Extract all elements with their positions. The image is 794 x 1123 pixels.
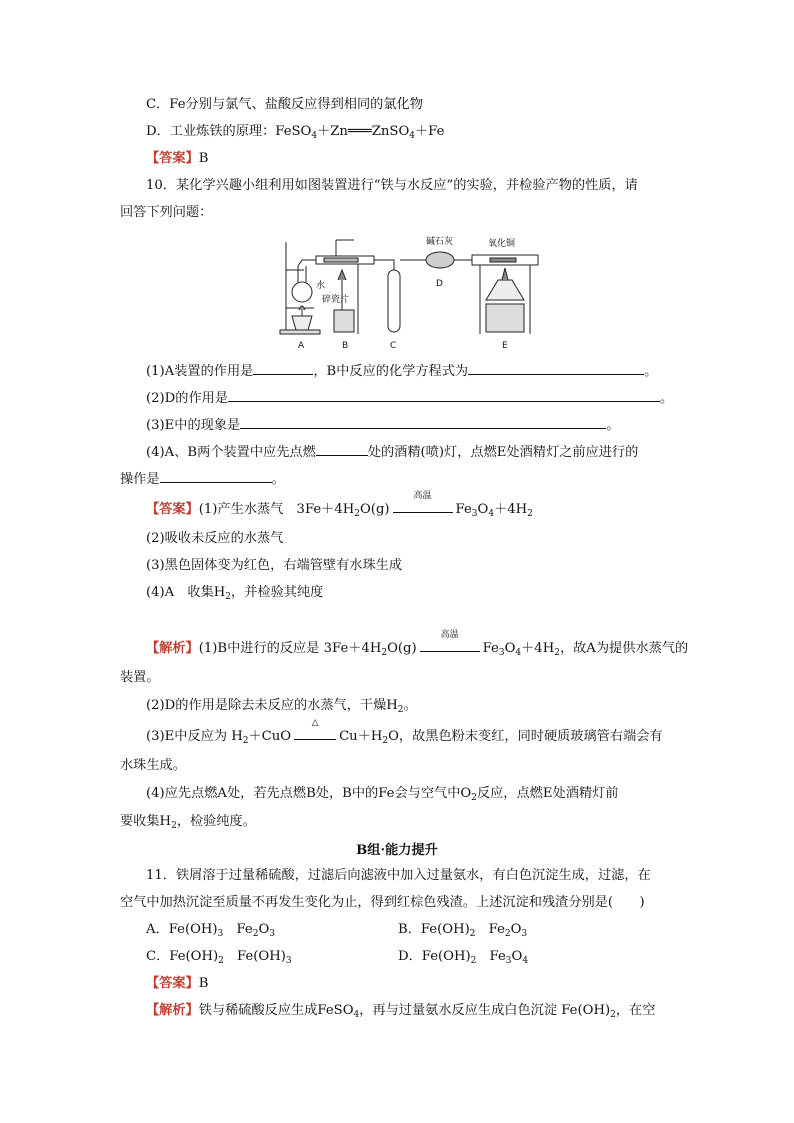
q11-stem-line2: 空气中加热沉淀至质量不再发生变化为止，得到红棕色残渣。上述沉淀和残渣分别是( ) bbox=[120, 895, 645, 910]
blank[interactable] bbox=[240, 414, 606, 429]
answer-tag: 【答案】 bbox=[146, 502, 199, 517]
q10-answer-1: 【答案】(1)产生水蒸气 $3Fe+4H_2O(g)$ 高温 $Fe_3O_4+4H_2$ bbox=[146, 491, 533, 519]
label-e: E bbox=[502, 341, 508, 351]
q10-sub4: (4)A、B两个装置中应先点燃 处的酒精(喷)灯，点燃E处酒精灯之前应进行的 bbox=[146, 441, 638, 463]
q9-answer: 【答案】B bbox=[146, 151, 209, 166]
blank[interactable] bbox=[468, 360, 644, 375]
q10-sub2: (2)D的作用是 。 bbox=[146, 387, 673, 409]
q11-option-d[interactable]: D．$Fe(OH)_2$ $Fe_3O_4$ bbox=[398, 949, 529, 966]
label-a: A bbox=[298, 341, 305, 351]
tube-bc bbox=[374, 260, 424, 332]
label-chips: 碎瓷片 bbox=[322, 295, 350, 305]
reaction-condition: 高温 bbox=[393, 503, 453, 513]
q10-stem-line1: 10．某化学兴趣小组利用如图装置进行“铁与水反应”的实验，并检验产物的性质，请 bbox=[146, 178, 638, 193]
q11-answer: 【答案】B bbox=[146, 976, 209, 991]
q10-analysis-3: (3)E中反应为 $H_2+CuO$ △ $Cu+H_2O$，故黑色粉末变红，同时硬质玻璃管右端会有 bbox=[146, 718, 663, 746]
label-b: B bbox=[342, 341, 349, 351]
analysis-tag: 【解析】 bbox=[146, 641, 199, 656]
blank[interactable] bbox=[160, 468, 272, 483]
apparatus-diagram bbox=[276, 230, 546, 352]
tube-ab bbox=[316, 240, 374, 264]
apparatus-a bbox=[280, 242, 320, 334]
q10-answer-2: (2)吸收未反应的水蒸气 bbox=[146, 531, 284, 546]
blank[interactable] bbox=[316, 441, 368, 456]
analysis-tag: 【解析】 bbox=[146, 1003, 199, 1018]
q11-analysis: 【解析】铁与稀硫酸反应生成FeSO$_4$，再与过量氨水反应生成白色沉淀 $Fe(OH)_2$，在空 bbox=[146, 1003, 656, 1020]
reaction-condition: △ bbox=[294, 730, 336, 740]
section-heading: B组·能力提升 bbox=[356, 843, 438, 858]
apparatus-d bbox=[424, 252, 472, 268]
q10-sub3: (3)E中的现象是 。 bbox=[146, 414, 619, 436]
label-cuo: 氧化铜 bbox=[488, 239, 516, 249]
blank[interactable] bbox=[228, 387, 660, 402]
q10-answer-3: (3)黑色固体变为红色，右端管壁有水珠生成 bbox=[146, 558, 403, 573]
q10-sub4-cont: 操作是 。 bbox=[120, 468, 285, 490]
q9-option-c: C．Fe分别与氯气、盐酸反应得到相同的氯化物 bbox=[146, 97, 423, 112]
reaction-condition: 高温 bbox=[420, 642, 480, 652]
q10-analysis-1-cont: 装置。 bbox=[120, 670, 160, 685]
q10-answer-4: (4)A 收集$H_2$，并检验其纯度 bbox=[146, 585, 324, 602]
q11-stem-line1: 11．铁屑溶于过量稀硫酸，过滤后向滤液中加入过量氨水，有白色沉淀生成，过滤，在 bbox=[146, 868, 651, 883]
q11-option-b[interactable]: B．$Fe(OH)_2$ $Fe_2O_3$ bbox=[398, 922, 528, 939]
answer-tag: 【答案】 bbox=[146, 976, 199, 991]
blank[interactable] bbox=[253, 360, 313, 375]
label-d: D bbox=[436, 279, 443, 289]
q10-sub1: (1)A装置的作用是 ，B中反应的化学方程式为 。 bbox=[146, 360, 657, 382]
label-c: C bbox=[390, 341, 397, 351]
q9-option-d: D．工业炼铁的原理：FeSO$_4$＋Zn═══ZnSO$_4$＋Fe bbox=[146, 124, 445, 141]
q10-analysis-3-cont: 水珠生成。 bbox=[120, 758, 186, 773]
q11-option-a[interactable]: A．$Fe(OH)_3$ $Fe_2O_3$ bbox=[146, 922, 275, 939]
q10-stem-line2: 回答下列问题： bbox=[120, 205, 213, 220]
q10-analysis-4: (4)应先点燃A处，若先点燃B处，B中的Fe会与空气中$O_2$反应，点燃E处酒精灯前 bbox=[146, 786, 619, 803]
label-soda-lime: 碱石灰 bbox=[426, 237, 454, 247]
answer-tag: 【答案】 bbox=[146, 151, 199, 166]
q11-option-c[interactable]: C．$Fe(OH)_2$ $Fe(OH)_3$ bbox=[146, 949, 292, 966]
q10-analysis-4-cont: 要收集$H_2$，检验纯度。 bbox=[120, 814, 256, 831]
q10-analysis-1: 【解析】(1)B中进行的反应是 $3Fe+4H_2O(g)$ 高温 $Fe_3O_4+4H_2$，故A为提供水蒸气的 bbox=[146, 630, 689, 658]
label-water: 水 bbox=[316, 281, 326, 291]
apparatus-e bbox=[472, 255, 538, 334]
q10-analysis-2: (2)D的作用是除去未反应的水蒸气，干燥$H_2$。 bbox=[146, 698, 417, 715]
